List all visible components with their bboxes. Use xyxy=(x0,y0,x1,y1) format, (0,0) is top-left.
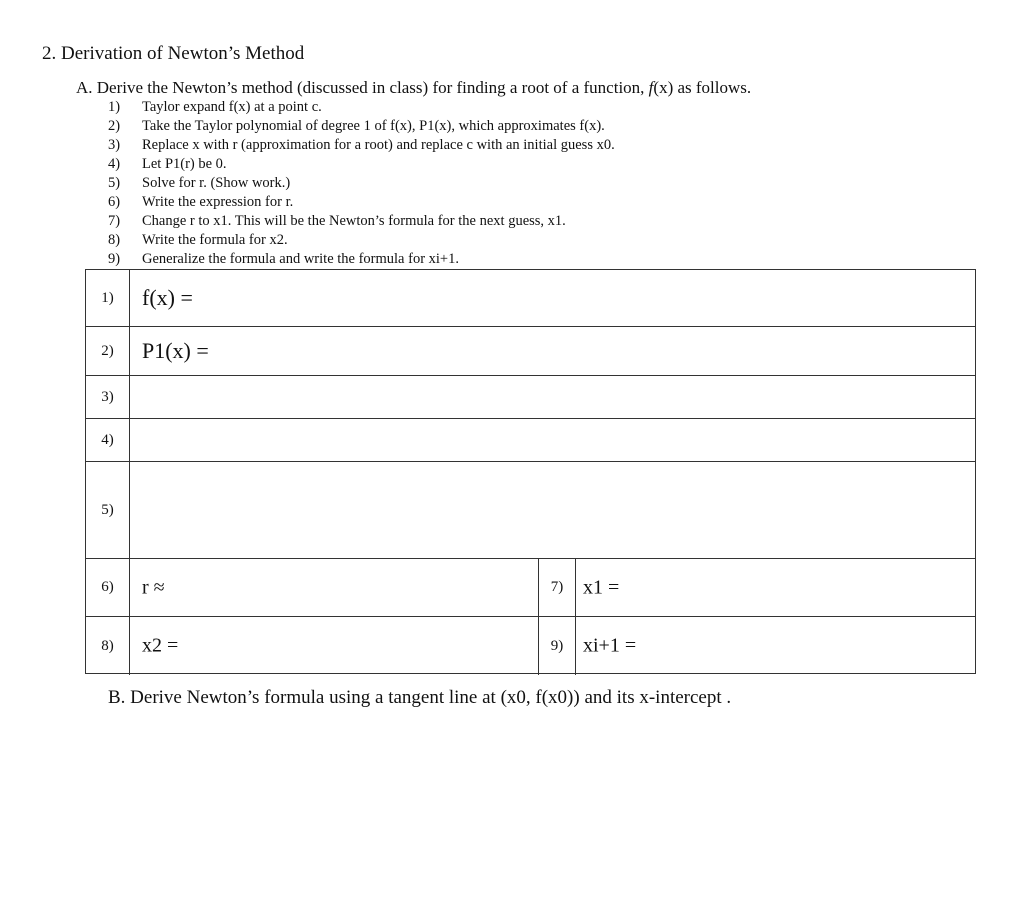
row-number: 5) xyxy=(86,462,130,558)
step-2 xyxy=(108,118,605,135)
step-text: Let P1(r) be 0. xyxy=(142,156,227,172)
work-area-1[interactable] xyxy=(130,270,975,326)
step-6 xyxy=(108,194,293,211)
row-expression: x2 = xyxy=(142,634,179,657)
step-number: 2) xyxy=(108,118,121,134)
step-text: Taylor expand f(x) at a point c. xyxy=(142,99,322,115)
row-expression: f(x) = xyxy=(142,285,193,310)
table-row-3 xyxy=(86,376,975,419)
step-text: Solve for r. (Show work.) xyxy=(142,175,291,191)
row-number: 2) xyxy=(86,327,130,375)
part-a-prefix: A. Derive the Newton’s method (discussed in class) for finding a root of a function, xyxy=(76,78,649,97)
row-number: 3) xyxy=(86,376,130,418)
row-number: 8) xyxy=(86,617,130,675)
step-number: 5) xyxy=(108,175,121,191)
step-7 xyxy=(108,213,566,230)
work-area-3[interactable] xyxy=(130,376,975,418)
work-area-4[interactable] xyxy=(130,419,975,461)
step-text: Write the formula for x2. xyxy=(142,232,288,248)
row-number: 1) xyxy=(86,270,130,326)
table-row-2 xyxy=(86,327,975,376)
row-number: 4) xyxy=(86,419,130,461)
step-number: 9) xyxy=(108,251,121,267)
row-number-right: 9) xyxy=(538,617,576,675)
part-a-fn: f xyxy=(648,78,654,97)
step-4 xyxy=(108,156,227,173)
step-text: Generalize the formula and write the formula for xi+1. xyxy=(142,251,459,267)
row-expression: r ≈ xyxy=(142,576,165,598)
table-row-8 xyxy=(86,617,975,675)
part-a-instructions xyxy=(76,78,751,98)
step-text: Write the expression for r. xyxy=(142,194,294,210)
work-area-9[interactable] xyxy=(576,617,975,675)
work-area-2[interactable] xyxy=(130,327,975,375)
part-b-instructions: B. Derive Newton’s formula using a tangent line at (x0, f(x0)) and its x-intercept . xyxy=(108,687,732,708)
row-expression-right: xi+1 = xyxy=(583,634,637,657)
table-row-1 xyxy=(86,270,975,327)
part-a-suffix: as follows. xyxy=(673,78,752,97)
step-5 xyxy=(108,175,290,192)
step-8 xyxy=(108,232,288,249)
step-text: Replace x with r (approximation for a root) and replace c with an initial guess x0. xyxy=(142,137,615,153)
step-text: Change r to x1. This will be the Newton’s formula for the next guess, x1. xyxy=(142,213,566,229)
step-9 xyxy=(108,251,459,268)
row-expression: P1(x) = xyxy=(142,338,209,363)
table-row-6 xyxy=(86,559,975,617)
row-number-right: 7) xyxy=(538,559,576,616)
step-number: 7) xyxy=(108,213,121,229)
step-number: 1) xyxy=(108,99,121,115)
row-expression-right: x1 = xyxy=(583,576,620,598)
part-a-fn-arg: (x) xyxy=(653,78,674,97)
step-number: 8) xyxy=(108,232,121,248)
step-text: Take the Taylor polynomial of degree 1 of f(x), P1(x), which approximates f(x). xyxy=(142,118,605,134)
row-number: 6) xyxy=(86,559,130,616)
table-row-4 xyxy=(86,419,975,462)
work-table xyxy=(85,269,976,674)
table-row-5 xyxy=(86,462,975,559)
step-3 xyxy=(108,137,615,154)
step-number: 4) xyxy=(108,156,121,172)
work-area-5[interactable] xyxy=(130,462,975,558)
step-number: 6) xyxy=(108,194,121,210)
section-heading: 2. Derivation of Newton’s Method xyxy=(42,43,305,64)
step-number: 3) xyxy=(108,137,121,153)
work-area-7[interactable] xyxy=(576,559,975,616)
step-1 xyxy=(108,99,322,116)
